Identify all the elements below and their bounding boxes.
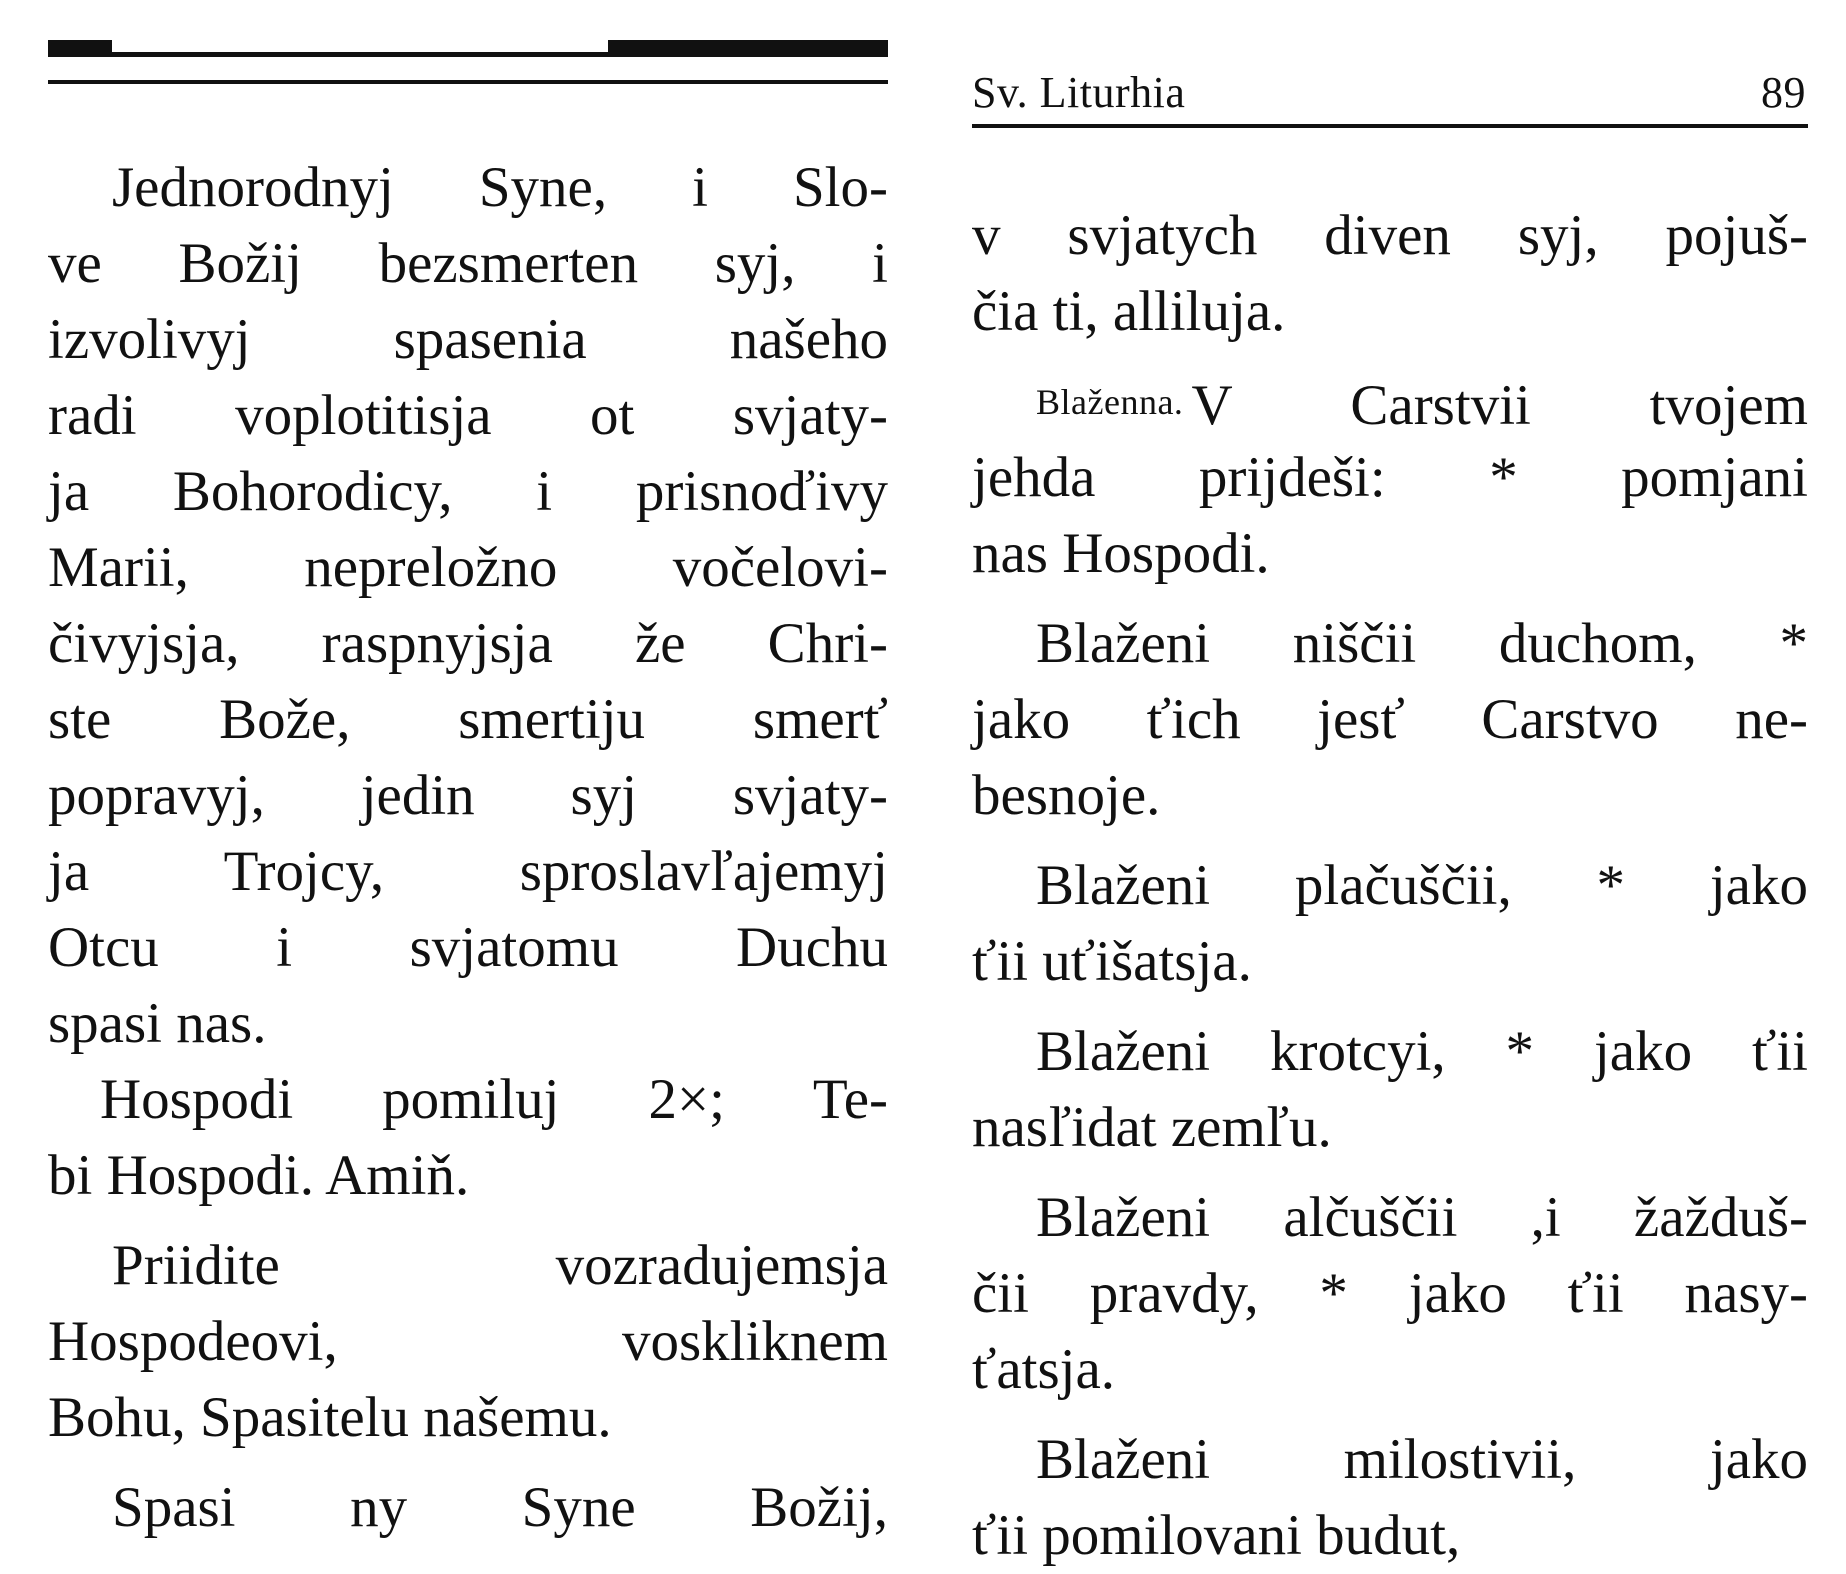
right-page-text: [972, 198, 1808, 1574]
text-line-content: V Carstvii tvojem: [1191, 374, 1808, 437]
running-head-title: Sv. Liturhia: [972, 68, 1186, 117]
text-line: nas Hospodi.: [972, 522, 1270, 585]
paragraph-gap: [972, 1000, 1808, 1014]
header-rule: [48, 80, 888, 84]
text-line: Blaženi krotcyi, * jako ťii: [1036, 1020, 1808, 1083]
paragraph-gap: [972, 1166, 1808, 1180]
rubric-label: Blaženna.: [1036, 382, 1184, 422]
text-line: besnoje.: [972, 764, 1161, 827]
header-rule: [972, 124, 1808, 128]
text-line: radi voplotitisja ot svjaty-: [48, 384, 888, 447]
text-line: čii pravdy, * jako ťii nasy-: [972, 1262, 1808, 1325]
paragraph-gap: [972, 592, 1808, 606]
text-line: čia ti, alliluja.: [972, 280, 1286, 343]
text-line: nasľidat zemľu.: [972, 1096, 1332, 1159]
text-line: čivyjsja, raspnyjsja že Chri-: [48, 612, 888, 675]
right-page: [972, 0, 1808, 1567]
text-line: Marii, nepreložno vočelovi-: [48, 536, 888, 599]
text-line: Hospodi pomiluj 2×; Te-: [100, 1068, 888, 1131]
running-head: [972, 64, 1808, 122]
text-line: [972, 364, 1808, 440]
text-line: ja Trojcy, sproslavľajemyj: [48, 840, 888, 903]
text-line: ve Božij bezsmerten syj, i: [48, 232, 888, 295]
text-line: Spasi ny Syne Božij,: [112, 1476, 888, 1539]
text-line: v svjatych diven syj, pojuš-: [972, 204, 1808, 267]
text-line: Blaženi niščii duchom, *: [1036, 612, 1808, 675]
text-line: ja Bohorodicy, i prisnoďivy: [48, 460, 888, 523]
text-line: ťatsja.: [972, 1338, 1116, 1401]
text-line: Bohu, Spasitelu našemu.: [48, 1386, 612, 1449]
text-line: Hospodeovi, voskliknem: [48, 1310, 888, 1373]
text-line: Jednorodnyj Syne, i Slo-: [112, 156, 888, 219]
text-line: ste Bože, smertiju smerť: [48, 688, 888, 751]
paragraph-gap: [48, 1456, 888, 1470]
text-line: bi Hospodi. Amiň.: [48, 1144, 470, 1207]
left-page-text: [48, 150, 888, 1546]
paragraph-gap: [48, 1214, 888, 1228]
paragraph-gap: [972, 834, 1808, 848]
text-line: ťii pomilovani budut,: [972, 1504, 1461, 1567]
header-rule: [48, 52, 888, 57]
text-line: Otcu i svjatomu Duchu: [48, 916, 888, 979]
text-line: spasi nas.: [48, 992, 267, 1055]
text-line: jako ťich jesť Carstvo ne-: [972, 688, 1808, 751]
text-line: ťii uťišatsja.: [972, 930, 1252, 993]
paragraph-gap: [972, 1408, 1808, 1422]
text-line: popravyj, jedin syj svjaty-: [48, 764, 888, 827]
paragraph-gap: [972, 350, 1808, 364]
text-line: jehda prijdeši: * pomjani: [972, 446, 1808, 509]
text-line: Blaženi milostivii, jako: [1036, 1428, 1808, 1491]
page-number: 89: [1761, 68, 1806, 117]
text-line: Blaženi alčuščii ,i žažduš-: [1036, 1186, 1808, 1249]
text-line: Priidite vozradujemsja: [112, 1234, 888, 1297]
left-page: [48, 0, 888, 1539]
text-line: Blaženi plačuščii, * jako: [1036, 854, 1808, 917]
text-line: izvolivyj spasenia našeho: [48, 308, 888, 371]
